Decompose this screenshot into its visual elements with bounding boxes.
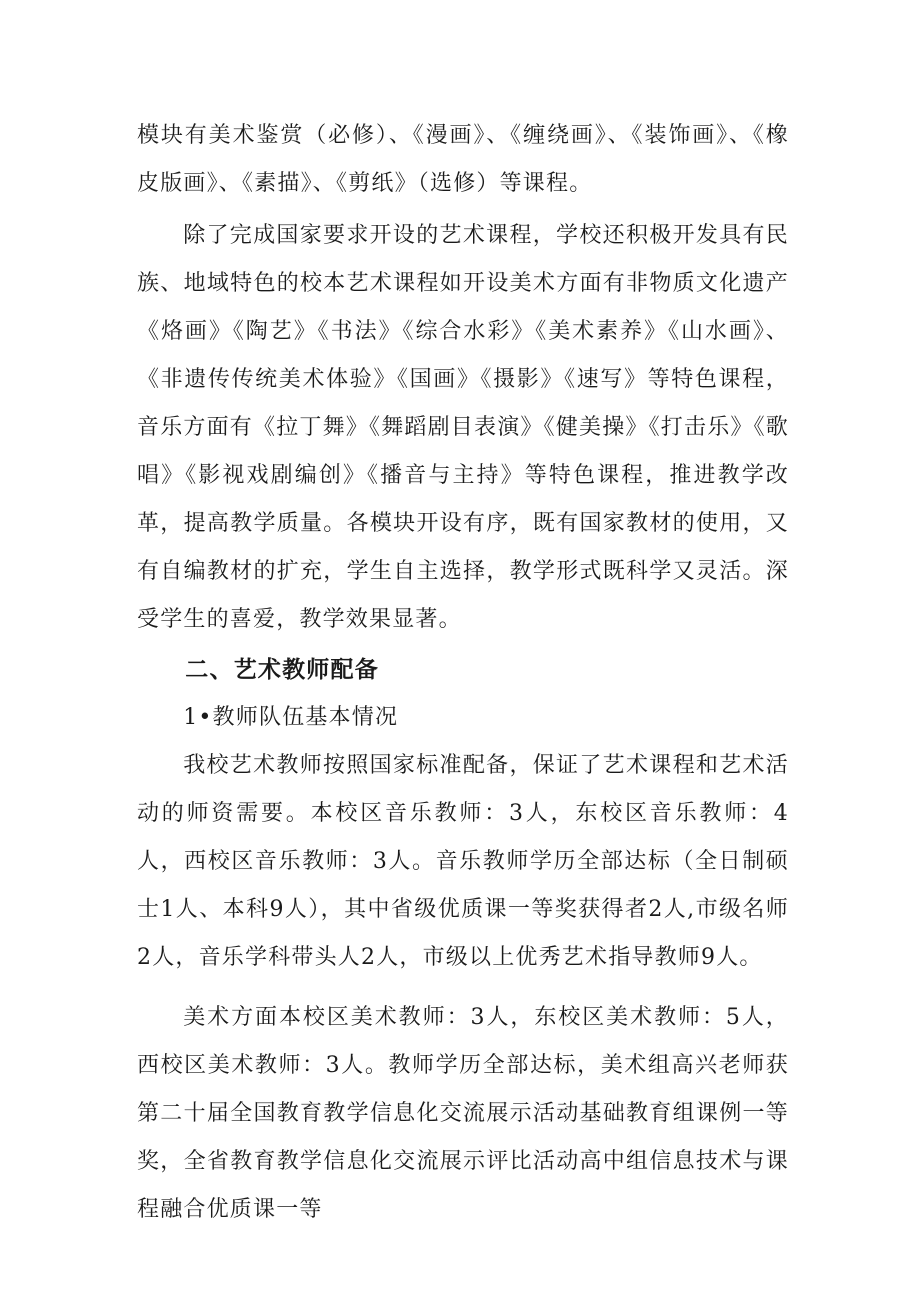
section-heading: 二、艺术教师配备: [185, 657, 379, 683]
subheading: 1•教师队伍基本情况: [183, 705, 399, 730]
document-page: [137, 112, 789, 1234]
paragraph-music-teachers: 我校艺术教师按照国家标准配备，保证了艺术课程和艺术活动的师资需要。本校区音乐教师：3人，东校区音乐教师：4人，西校区音乐教师：3人。音乐教师学历全部达标（全日制硕士1人、本科9人），其中省级优质课一等奖获得者2人,市级名师2人，音乐学科带头人2人，市级以上优秀艺术指导教师9人。: [137, 753, 789, 970]
paragraph-school-courses: 除了完成国家要求开设的艺术课程，学校还积极开发具有民族、地域特色的校本艺术课程如开设美术方面有非物质文化遗产《烙画》《陶艺》《书法》《综合水彩》《美术素养》《山水画》、《非遗传传统美术体验》《国画》《摄影》《速写》等特色课程，音乐方面有《拉丁舞》《舞蹈剧目表演》《健美操》《打击乐》《歌唱》《影视戏剧编创》《播音与主持》等特色课程，推进教学改革，提高教学质量。各模块开设有序，既有国家教材的使用，又有自编教材的扩充，学生自主选择，教学形式既科学又灵活。深受学生的喜爱，教学效果显著。: [137, 223, 790, 632]
paragraph-art-teachers: 美术方面本校区美术教师：3人，东校区美术教师：5人，西校区美术教师：3人。教师学历全部达标，美术组高兴老师获第二十届全国教育教学信息化交流展示活动基础教育组课例一等奖，全省教育教学信息化交流展示评比活动高中组信息技术与课程融合优质课一等: [137, 1005, 789, 1222]
paragraph-course-modules: 模块有美术鉴赏（必修）、《漫画》、《缠绕画》、《装饰画》、《橡皮版画》、《素描》、《剪纸》（选修）等课程。: [137, 123, 789, 196]
